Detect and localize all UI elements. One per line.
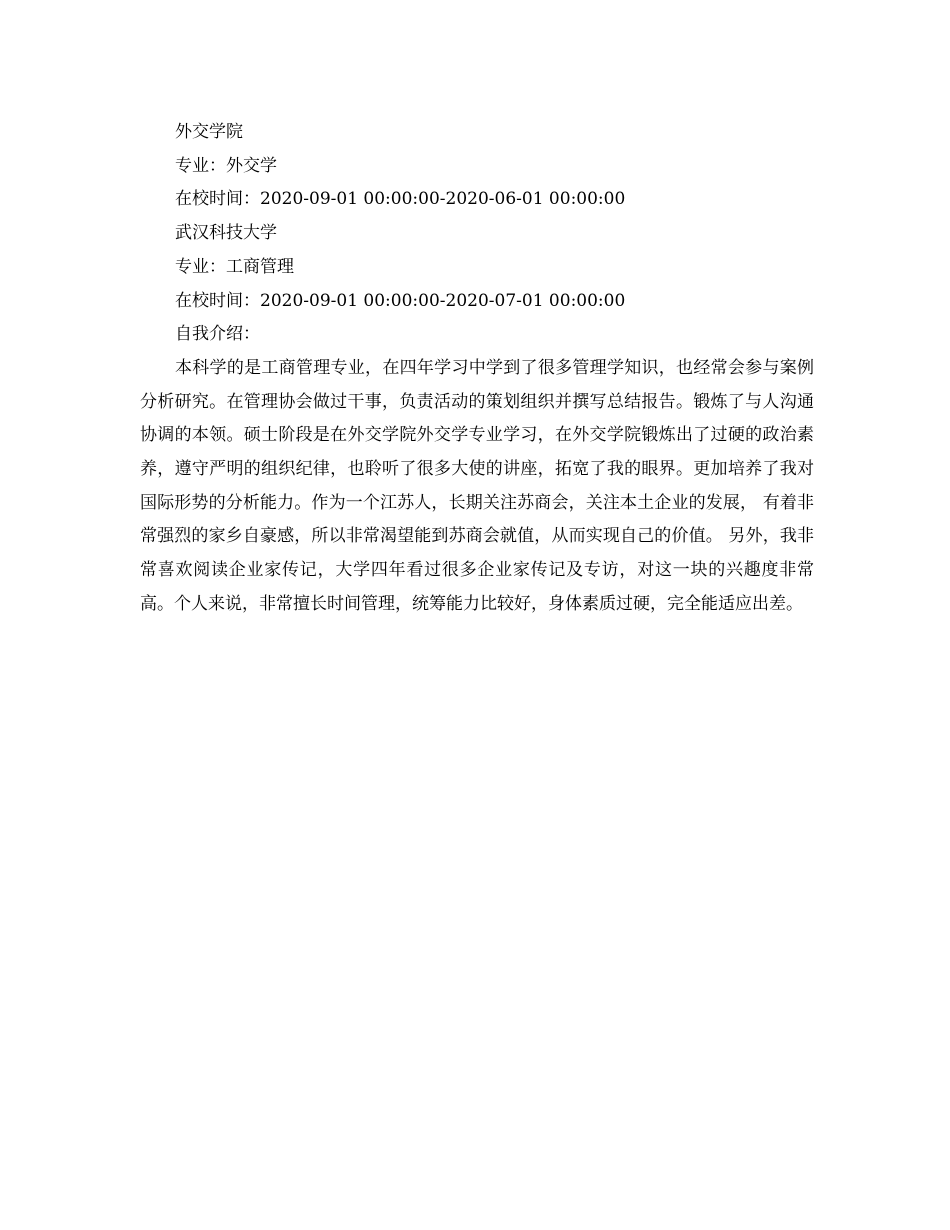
resume-content bbox=[140, 116, 814, 622]
school-name: 外交学院 bbox=[175, 122, 243, 142]
major: 专业：工商管理 bbox=[175, 256, 294, 277]
school-name: 武汉科技大学 bbox=[175, 223, 277, 244]
self-intro-body: 本科学的是工商管理专业，在四年学习中学到了很多管理学知识，也经常会参与案例分析研究。在管理协会做过干事，负责活动的策划组织并撰写总结报告。锻炼了与人沟通协调的本领。硕士阶段是在外交学院外交学专业学习，在外交学院锻炼出了过硬的政治素养，遵守严明的组织纪律，也聆听了很多大使的讲座，拓宽了我的眼界。更加培养了我对国际形势的分析能力。作为一个江苏人，长期关注苏商会，关注本土企业的发展， 有着非常强烈的家乡自豪感，所以非常渴望能到苏商会就值，从而实现自己的价值。 另外，我非常喜欢阅读企业家传记，大学四年看过很多企业家传记及专访，对这一块的兴趣度非常高。个人来说，非常擅长时间管理，统筹能力比较好，身体素质过硬，完全能适应出差。 bbox=[140, 357, 814, 614]
study-period: 在校时间：2020-09-01 00:00:00-2020-07-01 00:00:00 bbox=[175, 290, 626, 311]
self-intro-heading: 自我介绍： bbox=[175, 324, 260, 345]
study-period: 在校时间：2020-09-01 00:00:00-2020-06-01 00:00:00 bbox=[175, 189, 626, 210]
major: 专业：外交学 bbox=[175, 155, 277, 176]
